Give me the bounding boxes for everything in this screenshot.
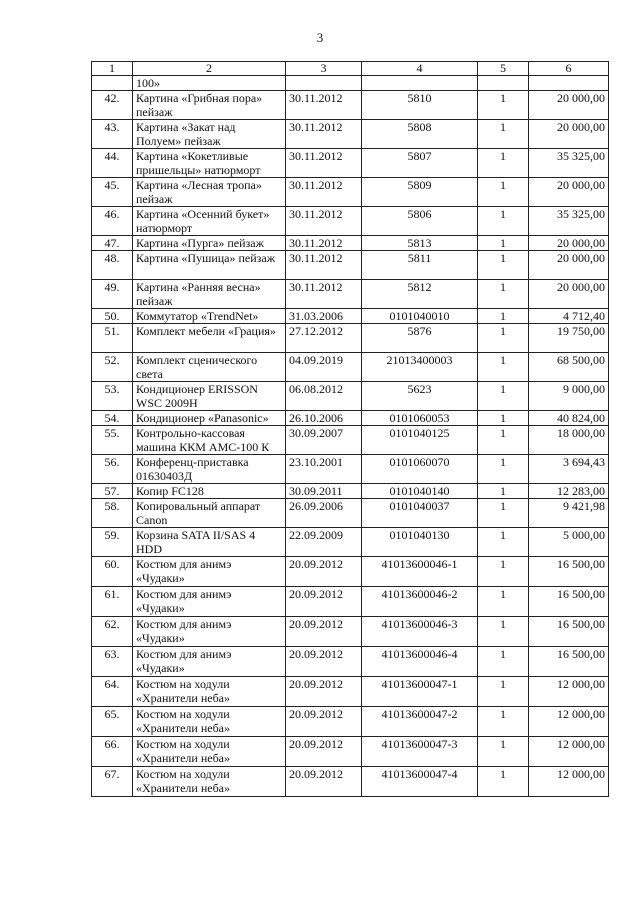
cell-date: 20.09.2012 bbox=[286, 677, 362, 707]
cell-number: 62. bbox=[92, 617, 133, 647]
cell-number: 57. bbox=[92, 484, 133, 499]
cell-quantity: 1 bbox=[478, 411, 529, 426]
cell-number: 48. bbox=[92, 251, 133, 280]
cell-name: Картина «Осенний букет» натюрморт bbox=[133, 207, 286, 236]
cell-name: Кондиционер ERISSON WSC 2009H bbox=[133, 382, 286, 411]
cell-inventory-number: 5623 bbox=[362, 382, 478, 411]
cell-number: 59. bbox=[92, 528, 133, 557]
cell-number: 60. bbox=[92, 557, 133, 587]
table-row bbox=[92, 207, 609, 236]
cell-inventory-number: 0101040037 bbox=[362, 499, 478, 528]
table-row bbox=[92, 236, 609, 251]
cell-name: Костюм на ходули «Хранители неба» bbox=[133, 767, 286, 797]
cell-sum: 20 000,00 bbox=[529, 178, 609, 207]
cell-sum: 16 500,00 bbox=[529, 557, 609, 587]
cell-name: Картина «Грибная пора» пейзаж bbox=[133, 91, 286, 120]
cell-quantity: 1 bbox=[478, 484, 529, 499]
cell-name: 100» bbox=[133, 76, 286, 91]
cell-number: 66. bbox=[92, 737, 133, 767]
cell-sum: 5 000,00 bbox=[529, 528, 609, 557]
table-row bbox=[92, 499, 609, 528]
column-header: 6 bbox=[529, 62, 609, 76]
cell-number: 54. bbox=[92, 411, 133, 426]
cell-name: Комплект мебели «Грация» bbox=[133, 324, 286, 353]
cell-sum: 16 500,00 bbox=[529, 647, 609, 677]
cell-number: 58. bbox=[92, 499, 133, 528]
table-row bbox=[92, 324, 609, 353]
cell-name: Картина «Закат над Полуем» пейзаж bbox=[133, 120, 286, 149]
cell-name: Костюм на ходули «Хранители неба» bbox=[133, 737, 286, 767]
cell-inventory-number: 0101040130 bbox=[362, 528, 478, 557]
cell-sum: 40 824,00 bbox=[529, 411, 609, 426]
cell-number: 47. bbox=[92, 236, 133, 251]
column-header: 4 bbox=[362, 62, 478, 76]
cell-name: Костюм на ходули «Хранители неба» bbox=[133, 707, 286, 737]
cell-name: Костюм для анимэ «Чудаки» bbox=[133, 557, 286, 587]
cell-sum: 12 000,00 bbox=[529, 767, 609, 797]
cell-name: Костюм на ходули «Хранители неба» bbox=[133, 677, 286, 707]
cell-number: 55. bbox=[92, 426, 133, 455]
table-row-continuation bbox=[92, 76, 609, 91]
table-row bbox=[92, 178, 609, 207]
cell-sum: 20 000,00 bbox=[529, 280, 609, 309]
cell-inventory-number: 41013600046-4 bbox=[362, 647, 478, 677]
cell-inventory-number: 5811 bbox=[362, 251, 478, 280]
cell-date: 30.11.2012 bbox=[286, 91, 362, 120]
table-row bbox=[92, 587, 609, 617]
cell-date: 04.09.2019 bbox=[286, 353, 362, 382]
table-row bbox=[92, 280, 609, 309]
cell-sum: 9 000,00 bbox=[529, 382, 609, 411]
cell-number: 61. bbox=[92, 587, 133, 617]
cell-sum: 20 000,00 bbox=[529, 120, 609, 149]
cell-number: 51. bbox=[92, 324, 133, 353]
cell-inventory-number: 5807 bbox=[362, 149, 478, 178]
cell-sum: 20 000,00 bbox=[529, 91, 609, 120]
cell-sum: 16 500,00 bbox=[529, 587, 609, 617]
cell-name: Копир FC128 bbox=[133, 484, 286, 499]
table-row bbox=[92, 251, 609, 280]
cell-quantity: 1 bbox=[478, 178, 529, 207]
cell-inventory-number: 5812 bbox=[362, 280, 478, 309]
table-row bbox=[92, 484, 609, 499]
cell-name: Контрольно-кассовая машина ККМ АМС-100 К bbox=[133, 426, 286, 455]
table-row bbox=[92, 677, 609, 707]
cell-date: 27.12.2012 bbox=[286, 324, 362, 353]
table-row bbox=[92, 411, 609, 426]
cell-date: 20.09.2012 bbox=[286, 767, 362, 797]
table-row bbox=[92, 309, 609, 324]
table-row bbox=[92, 737, 609, 767]
page-number: 3 bbox=[316, 30, 324, 45]
cell-quantity: 1 bbox=[478, 120, 529, 149]
cell-inventory-number: 0101040125 bbox=[362, 426, 478, 455]
cell-inventory-number: 0101060070 bbox=[362, 455, 478, 484]
table-row bbox=[92, 120, 609, 149]
cell-inventory-number: 41013600047-4 bbox=[362, 767, 478, 797]
cell-name: Конференц-приставка 01630403Д bbox=[133, 455, 286, 484]
table-row bbox=[92, 528, 609, 557]
cell-date: 20.09.2012 bbox=[286, 617, 362, 647]
cell-inventory-number: 0101040010 bbox=[362, 309, 478, 324]
cell-sum: 19 750,00 bbox=[529, 324, 609, 353]
table-row bbox=[92, 91, 609, 120]
cell-quantity: 1 bbox=[478, 587, 529, 617]
cell-quantity: 1 bbox=[478, 280, 529, 309]
cell-quantity: 1 bbox=[478, 707, 529, 737]
cell-number: 49. bbox=[92, 280, 133, 309]
cell-date: 30.09.2007 bbox=[286, 426, 362, 455]
cell-number: 64. bbox=[92, 677, 133, 707]
cell-inventory-number: 5876 bbox=[362, 324, 478, 353]
cell-quantity: 1 bbox=[478, 149, 529, 178]
cell-sum: 35 325,00 bbox=[529, 149, 609, 178]
cell-date bbox=[286, 76, 362, 91]
table-row bbox=[92, 382, 609, 411]
cell-inventory-number: 41013600046-3 bbox=[362, 617, 478, 647]
table-row bbox=[92, 617, 609, 647]
cell-quantity: 1 bbox=[478, 236, 529, 251]
table-row bbox=[92, 767, 609, 797]
cell-number: 42. bbox=[92, 91, 133, 120]
cell-name: Кондиционер «Panasonic» bbox=[133, 411, 286, 426]
cell-name: Картина «Пушица» пейзаж bbox=[133, 251, 286, 280]
cell-quantity: 1 bbox=[478, 737, 529, 767]
cell-sum: 9 421,98 bbox=[529, 499, 609, 528]
cell-date: 30.11.2012 bbox=[286, 178, 362, 207]
cell-inventory-number bbox=[362, 76, 478, 91]
cell-sum: 3 694,43 bbox=[529, 455, 609, 484]
cell-name: Корзина SATA II/SAS 4 HDD bbox=[133, 528, 286, 557]
cell-quantity: 1 bbox=[478, 382, 529, 411]
cell-number: 50. bbox=[92, 309, 133, 324]
cell-inventory-number: 41013600047-2 bbox=[362, 707, 478, 737]
column-header: 5 bbox=[478, 62, 529, 76]
cell-name: Костюм для анимэ «Чудаки» bbox=[133, 647, 286, 677]
cell-sum bbox=[529, 76, 609, 91]
cell-sum: 20 000,00 bbox=[529, 236, 609, 251]
cell-quantity: 1 bbox=[478, 617, 529, 647]
cell-date: 30.11.2012 bbox=[286, 236, 362, 251]
cell-date: 30.09.2011 bbox=[286, 484, 362, 499]
cell-inventory-number: 41013600047-3 bbox=[362, 737, 478, 767]
cell-quantity: 1 bbox=[478, 251, 529, 280]
cell-name: Комплект сценического света bbox=[133, 353, 286, 382]
cell-sum: 16 500,00 bbox=[529, 617, 609, 647]
cell-number: 65. bbox=[92, 707, 133, 737]
cell-name: Картина «Ранняя весна» пейзаж bbox=[133, 280, 286, 309]
cell-date: 20.09.2012 bbox=[286, 557, 362, 587]
cell-name: Картина «Лесная тропа» пейзаж bbox=[133, 178, 286, 207]
cell-date: 23.10.2001 bbox=[286, 455, 362, 484]
cell-date: 20.09.2012 bbox=[286, 587, 362, 617]
table-row bbox=[92, 557, 609, 587]
cell-number: 63. bbox=[92, 647, 133, 677]
table-row bbox=[92, 647, 609, 677]
cell-sum: 12 000,00 bbox=[529, 737, 609, 767]
cell-inventory-number: 41013600047-1 bbox=[362, 677, 478, 707]
cell-number: 45. bbox=[92, 178, 133, 207]
table-row bbox=[92, 149, 609, 178]
cell-quantity: 1 bbox=[478, 767, 529, 797]
cell-inventory-number: 0101060053 bbox=[362, 411, 478, 426]
cell-inventory-number: 41013600046-2 bbox=[362, 587, 478, 617]
cell-date: 20.09.2012 bbox=[286, 737, 362, 767]
cell-sum: 12 000,00 bbox=[529, 677, 609, 707]
cell-date: 30.11.2012 bbox=[286, 207, 362, 236]
cell-number: 46. bbox=[92, 207, 133, 236]
header-row bbox=[92, 62, 609, 76]
cell-name: Костюм для анимэ «Чудаки» bbox=[133, 587, 286, 617]
cell-inventory-number: 5810 bbox=[362, 91, 478, 120]
cell-name: Костюм для анимэ «Чудаки» bbox=[133, 617, 286, 647]
cell-sum: 20 000,00 bbox=[529, 251, 609, 280]
cell-quantity bbox=[478, 76, 529, 91]
inventory-table bbox=[91, 61, 609, 797]
cell-inventory-number: 5813 bbox=[362, 236, 478, 251]
cell-number: 43. bbox=[92, 120, 133, 149]
cell-date: 30.11.2012 bbox=[286, 251, 362, 280]
cell-date: 20.09.2012 bbox=[286, 707, 362, 737]
cell-quantity: 1 bbox=[478, 677, 529, 707]
cell-quantity: 1 bbox=[478, 91, 529, 120]
table-row bbox=[92, 353, 609, 382]
cell-quantity: 1 bbox=[478, 207, 529, 236]
cell-sum: 18 000,00 bbox=[529, 426, 609, 455]
table-row bbox=[92, 707, 609, 737]
cell-date: 26.10.2006 bbox=[286, 411, 362, 426]
cell-number: 67. bbox=[92, 767, 133, 797]
cell-quantity: 1 bbox=[478, 309, 529, 324]
cell-sum: 12 000,00 bbox=[529, 707, 609, 737]
cell-date: 30.11.2012 bbox=[286, 280, 362, 309]
column-header: 3 bbox=[286, 62, 362, 76]
table-row bbox=[92, 426, 609, 455]
cell-inventory-number: 0101040140 bbox=[362, 484, 478, 499]
cell-quantity: 1 bbox=[478, 426, 529, 455]
cell-sum: 35 325,00 bbox=[529, 207, 609, 236]
cell-date: 22.09.2009 bbox=[286, 528, 362, 557]
cell-inventory-number: 41013600046-1 bbox=[362, 557, 478, 587]
cell-date: 31.03.2006 bbox=[286, 309, 362, 324]
cell-quantity: 1 bbox=[478, 455, 529, 484]
cell-name: Коммутатор «TrendNet» bbox=[133, 309, 286, 324]
cell-name: Картина «Кокетливые пришельцы» натюрморт bbox=[133, 149, 286, 178]
cell-date: 20.09.2012 bbox=[286, 647, 362, 677]
cell-number: 53. bbox=[92, 382, 133, 411]
cell-name: Картина «Пурга» пейзаж bbox=[133, 236, 286, 251]
cell-sum: 4 712,40 bbox=[529, 309, 609, 324]
cell-inventory-number: 5808 bbox=[362, 120, 478, 149]
cell-number bbox=[92, 76, 133, 91]
cell-date: 06.08.2012 bbox=[286, 382, 362, 411]
cell-quantity: 1 bbox=[478, 499, 529, 528]
cell-inventory-number: 5809 bbox=[362, 178, 478, 207]
cell-date: 30.11.2012 bbox=[286, 120, 362, 149]
column-header: 1 bbox=[92, 62, 133, 76]
cell-inventory-number: 21013400003 bbox=[362, 353, 478, 382]
cell-date: 26.09.2006 bbox=[286, 499, 362, 528]
cell-sum: 68 500,00 bbox=[529, 353, 609, 382]
cell-name: Копировальный аппарат Canon bbox=[133, 499, 286, 528]
column-header: 2 bbox=[133, 62, 286, 76]
cell-date: 30.11.2012 bbox=[286, 149, 362, 178]
cell-quantity: 1 bbox=[478, 647, 529, 677]
table-row bbox=[92, 455, 609, 484]
cell-quantity: 1 bbox=[478, 353, 529, 382]
cell-number: 44. bbox=[92, 149, 133, 178]
cell-quantity: 1 bbox=[478, 557, 529, 587]
cell-sum: 12 283,00 bbox=[529, 484, 609, 499]
cell-quantity: 1 bbox=[478, 528, 529, 557]
cell-number: 56. bbox=[92, 455, 133, 484]
cell-quantity: 1 bbox=[478, 324, 529, 353]
cell-number: 52. bbox=[92, 353, 133, 382]
cell-inventory-number: 5806 bbox=[362, 207, 478, 236]
